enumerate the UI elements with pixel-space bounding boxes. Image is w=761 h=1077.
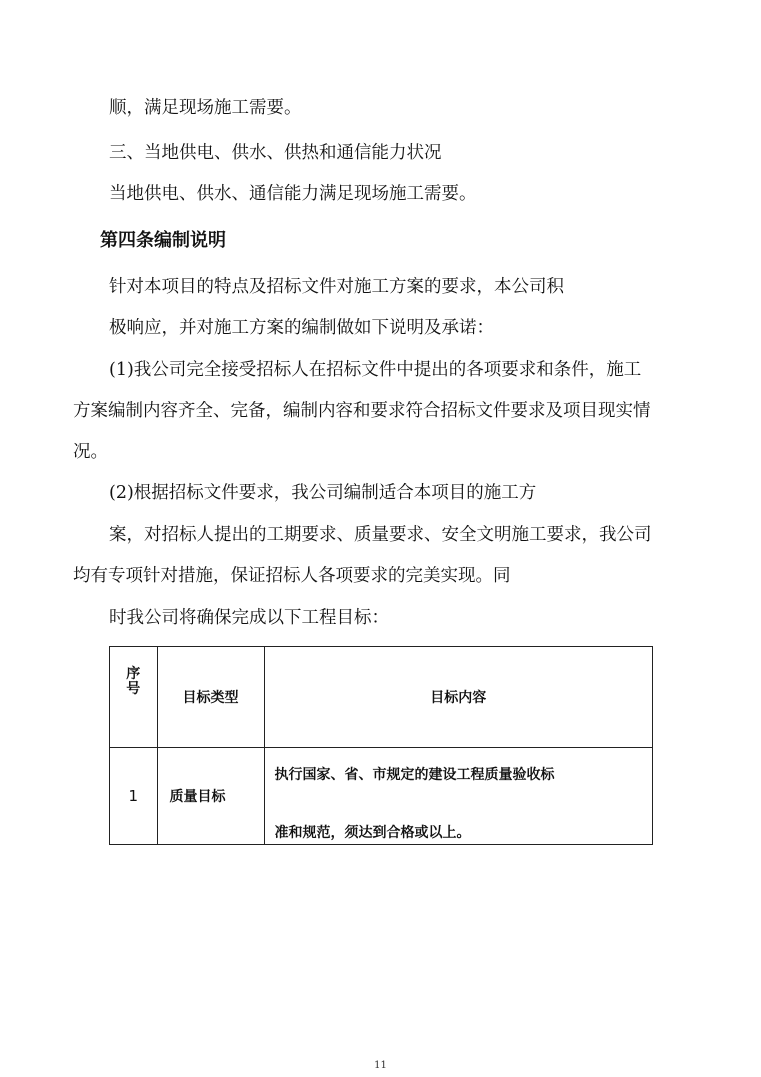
paragraph-line: (1)我公司完全接受招标人在招标文件中提出的各项要求和条件，施工: [109, 360, 642, 380]
article-heading: 第四条编制说明: [100, 230, 226, 251]
row-seq: 1: [110, 748, 158, 845]
header-content: 目标内容: [264, 647, 652, 748]
paragraph-line: 顺，满足现场施工需要。: [109, 98, 302, 118]
header-seq: [110, 647, 158, 748]
paragraph-line: 极响应，并对施工方案的编制做如下说明及承诺：: [109, 318, 494, 338]
paragraph-line: 针对本项目的特点及招标文件对施工方案的要求，本公司积: [109, 277, 564, 297]
paragraph-line: 时我公司将确保完成以下工程目标：: [109, 608, 389, 628]
header-seq-line2: 号: [126, 680, 141, 697]
section-heading-three: 三、当地供电、供水、供热和通信能力状况: [109, 143, 442, 163]
paragraph-line: 况。: [73, 442, 108, 462]
paragraph-line: 均有专项针对措施，保证招标人各项要求的完美实现。同: [73, 566, 511, 586]
row-type: 质量目标: [157, 748, 264, 845]
row-content-line2: 准和规范，须达到合格或以上。: [274, 825, 471, 841]
page-number: 11: [374, 1060, 387, 1071]
project-targets-table: [109, 646, 653, 845]
table-header-row: [110, 647, 653, 748]
header-type: 目标类型: [157, 647, 264, 748]
paragraph-line: 案，对招标人提出的工期要求、质量要求、安全文明施工要求，我公司: [109, 525, 652, 545]
row-content: [264, 748, 652, 845]
header-seq-line1: 序: [126, 666, 141, 682]
table-row: [110, 748, 653, 845]
paragraph-line: (2)根据招标文件要求，我公司编制适合本项目的施工方: [109, 483, 537, 503]
paragraph-line: 方案编制内容齐全、完备，编制内容和要求符合招标文件要求及项目现实情: [73, 401, 651, 421]
paragraph-line: 当地供电、供水、通信能力满足现场施工需要。: [109, 184, 477, 204]
row-content-line1: 执行国家、省、市规定的建设工程质量验收标: [274, 767, 555, 783]
